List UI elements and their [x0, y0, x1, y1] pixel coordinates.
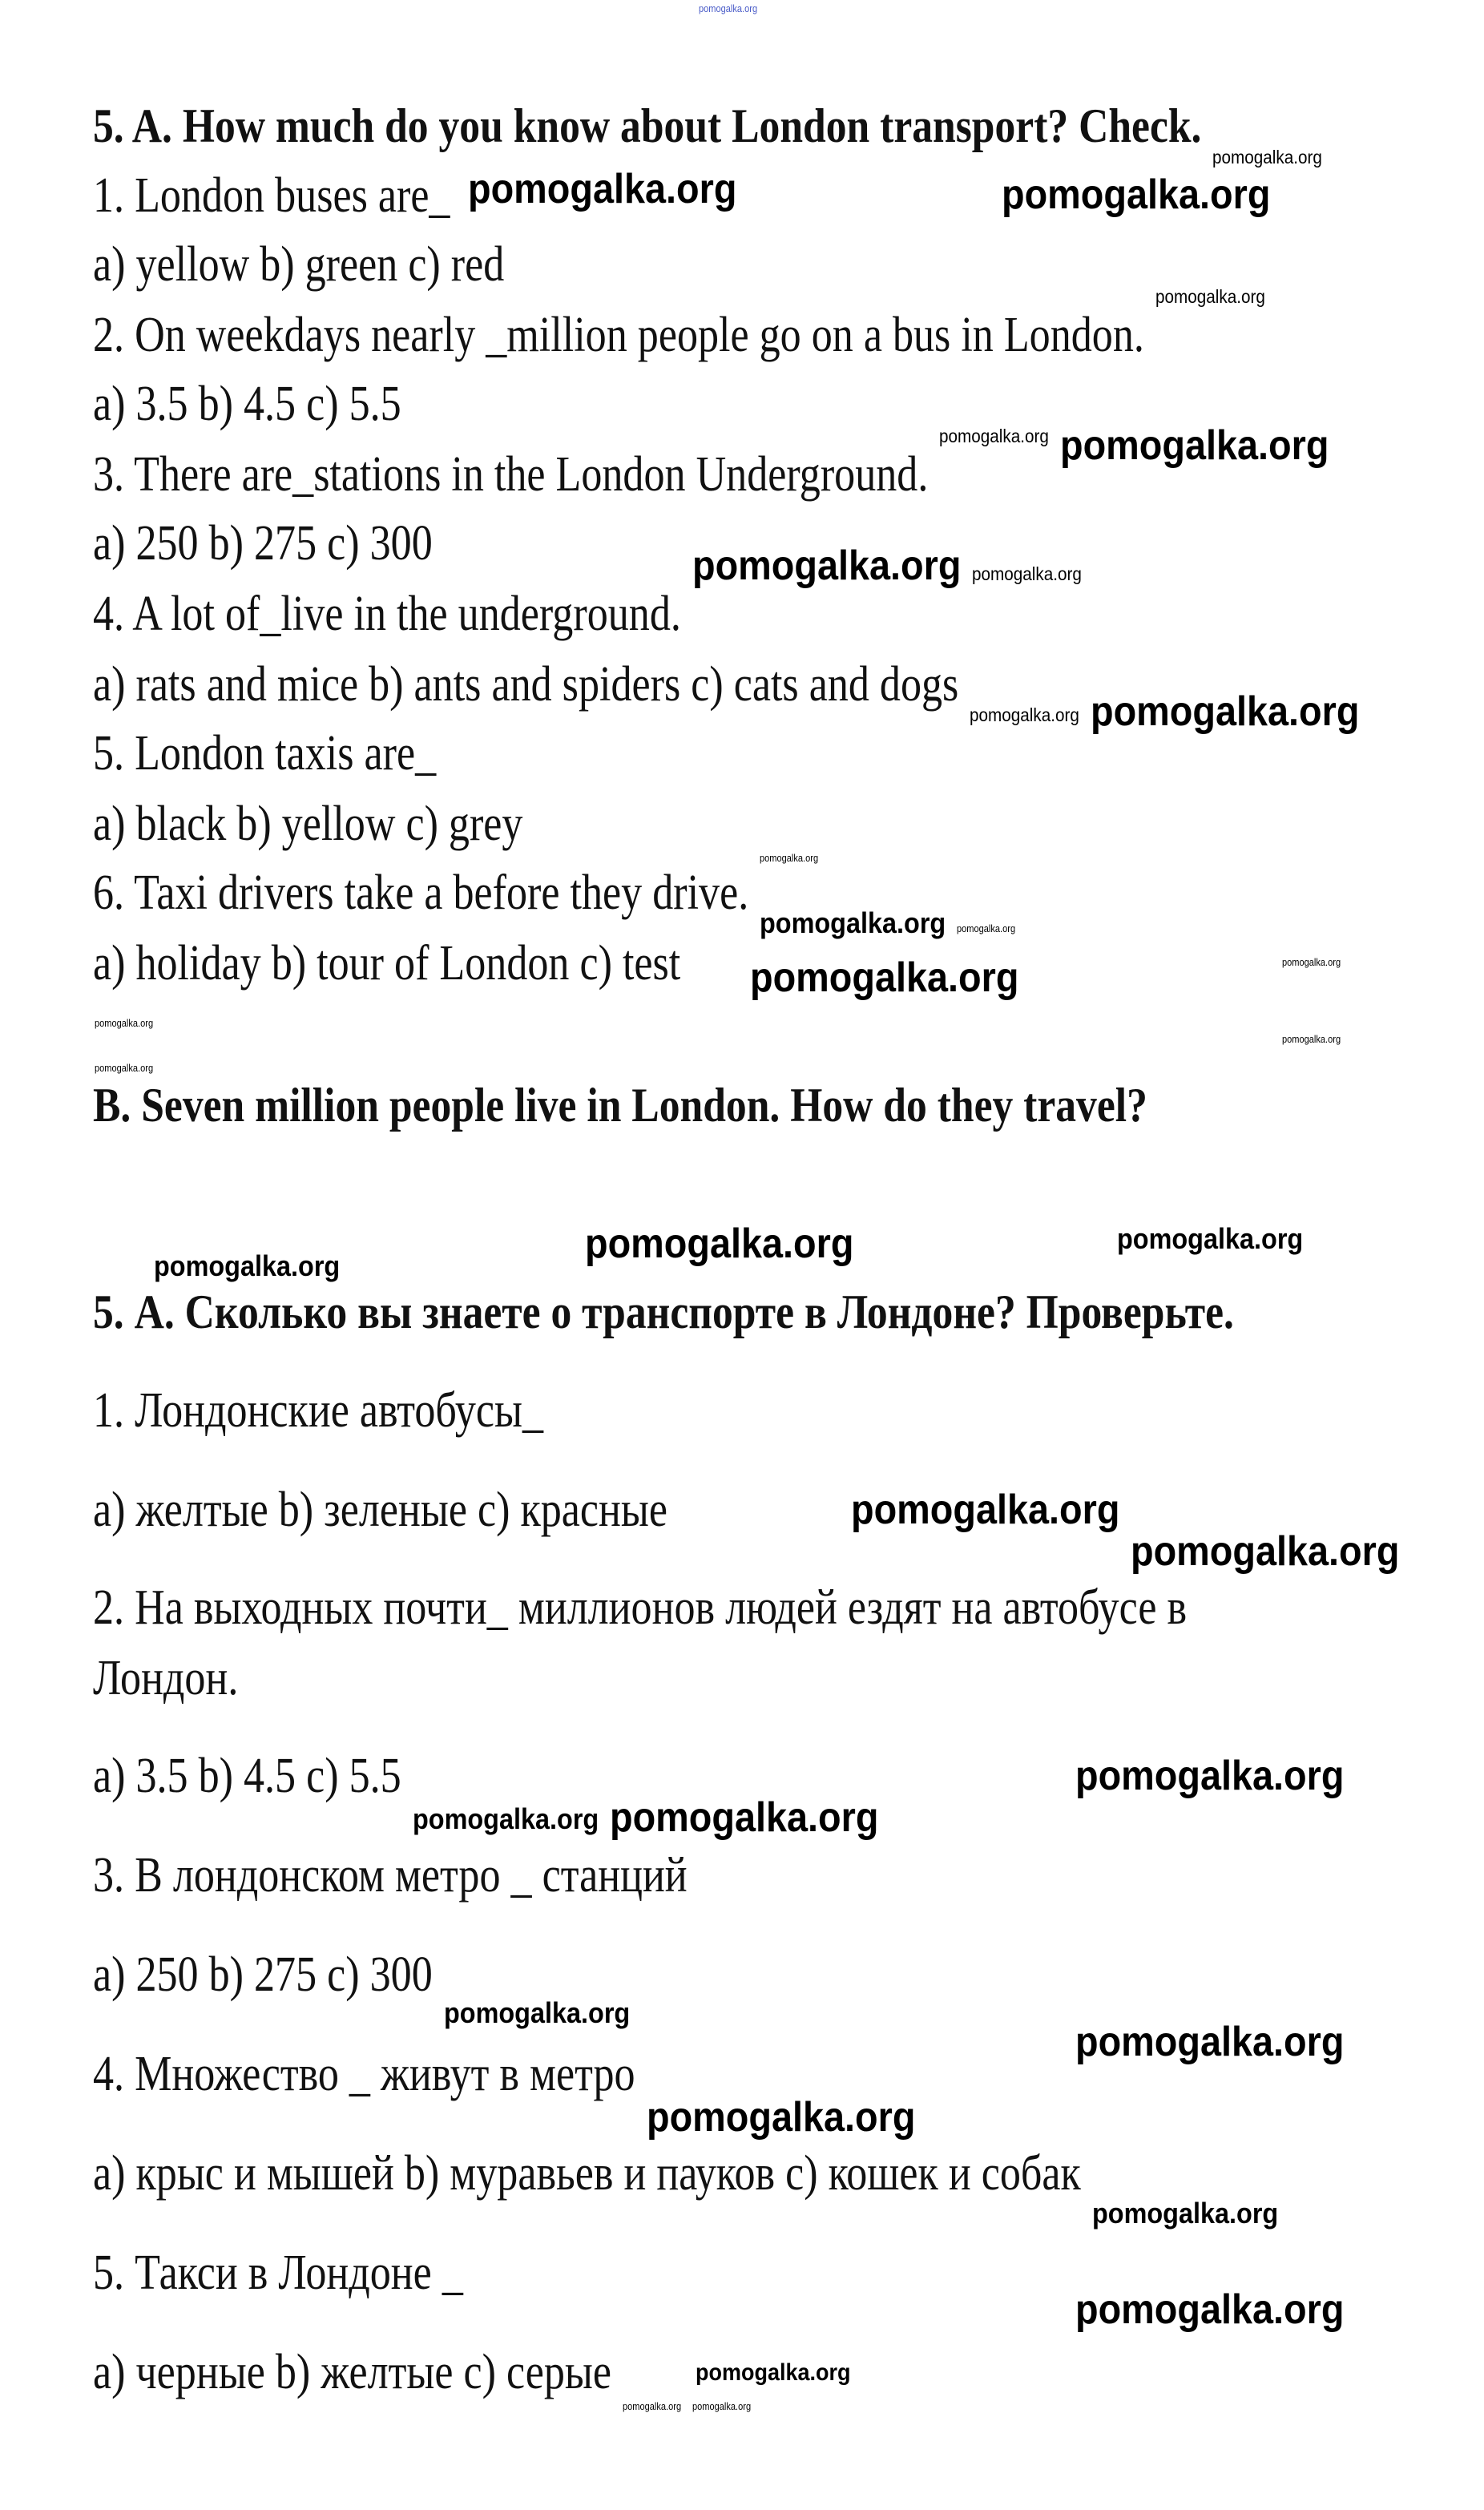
question-line: 4. Множество _ живут в метро	[93, 2047, 635, 2101]
answer-options: a) 3.5 b) 4.5 c) 5.5	[93, 1749, 401, 1803]
question-line: 1. London buses are_	[93, 168, 450, 223]
watermark: pomogalka.org	[609, 1794, 879, 1841]
watermark: pomogalka.org	[1091, 688, 1360, 735]
part-b-title: B. Seven million people live in London. How do they travel?	[93, 1079, 1147, 1132]
question-line: 1. Лондонские автобусы_	[93, 1383, 544, 1438]
question-line: 2. На выходных почти_ миллионов людей ездят на автобусе в	[93, 1580, 1188, 1635]
watermark: pomogalka.org	[760, 906, 946, 939]
watermark: pomogalka.org	[851, 1487, 1120, 1533]
watermark: pomogalka.org	[1075, 2286, 1345, 2333]
answer-options: а) желтые b) зеленые c) красные	[93, 1483, 667, 1537]
watermark: pomogalka.org	[760, 852, 819, 864]
question-line: 5. London taxis are_	[93, 726, 437, 781]
watermark: pomogalka.org	[1155, 286, 1265, 307]
question-line: 6. Taxi drivers take a before they drive.	[93, 866, 749, 920]
watermark: pomogalka.org	[957, 922, 1016, 934]
watermark: pomogalka.org	[412, 1802, 599, 1835]
exercise-title-ru: 5. А. Сколько вы знаете о транспорте в Лондоне? Проверьте.	[93, 1285, 1234, 1338]
watermark: pomogalka.org	[623, 2400, 682, 2412]
question-line: 4. A lot of_live in the underground.	[93, 587, 681, 641]
answer-options: a) rats and mice b) ants and spiders c) cats and dogs	[93, 657, 959, 712]
answer-options: a) 250 b) 275 c) 300	[93, 516, 433, 571]
watermark: pomogalka.org	[1212, 147, 1323, 167]
watermark: pomogalka.org	[1075, 1753, 1345, 1799]
answer-options: a) yellow b) green c) red	[93, 237, 505, 292]
question-line: 2. On weekdays nearly _million people go on a bus in London.	[93, 308, 1144, 362]
watermark: pomogalka.org	[696, 2359, 851, 2386]
answer-options: a) holiday b) tour of London c) test	[93, 936, 681, 991]
question-line: 5. Такси в Лондоне _	[93, 2246, 463, 2300]
watermark: pomogalka.org	[1060, 422, 1329, 469]
watermark: pomogalka.org	[1091, 2197, 1279, 2230]
watermark: pomogalka.org	[939, 426, 1050, 446]
watermark: pomogalka.org	[585, 1221, 854, 1267]
answer-options: a) black b) yellow c) grey	[93, 797, 523, 851]
answer-options: a) 3.5 b) 4.5 c) 5.5	[93, 377, 401, 431]
exercise-title-en: 5. A. How much do you know about London transport? Check.	[93, 99, 1202, 152]
watermark: pomogalka.org	[1075, 2019, 1345, 2065]
watermark: pomogalka.org	[1002, 172, 1271, 219]
watermark: pomogalka.org	[646, 2094, 916, 2141]
watermark: pomogalka.org	[1117, 1222, 1304, 1255]
answer-options: а) черные b) желтые c) серые	[93, 2345, 612, 2399]
watermark: pomogalka.org	[692, 543, 962, 589]
watermark: pomogalka.org	[443, 1996, 630, 2029]
question-line: 3. There are_stations in the London Underground.	[93, 447, 929, 502]
watermark: pomogalka.org	[1282, 1033, 1341, 1045]
watermark: pomogalka.org	[692, 2400, 752, 2412]
watermark: pomogalka.org	[95, 1062, 154, 1074]
watermark: pomogalka.org	[468, 166, 737, 212]
answer-options: а) крыс и мышей b) муравьев и пауков c) кошек и собак	[93, 2146, 1081, 2201]
watermark: pomogalka.org	[154, 1249, 341, 1282]
watermark: pomogalka.org	[750, 954, 1019, 1001]
watermark: pomogalka.org	[95, 1017, 154, 1029]
watermark: pomogalka.org	[972, 563, 1083, 584]
watermark: pomogalka.org	[1131, 1528, 1400, 1575]
answer-options: a) 250 b) 275 c) 300	[93, 1947, 433, 2002]
question-line-continued: Лондон.	[93, 1651, 239, 1705]
watermark: pomogalka.org	[699, 2, 758, 14]
watermark: pomogalka.org	[1282, 956, 1341, 968]
question-line: 3. В лондонском метро _ станций	[93, 1848, 688, 1903]
watermark: pomogalka.org	[970, 704, 1080, 725]
